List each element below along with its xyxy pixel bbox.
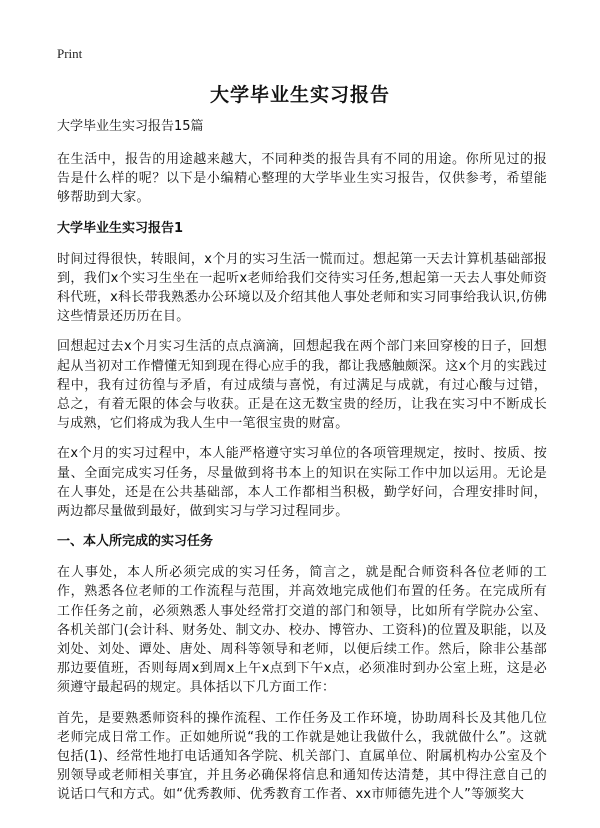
section-heading-tasks: 一、本人所完成的实习任务 [57,534,214,550]
document-title: 大学毕业生实习报告 [209,84,390,106]
paragraph-2: 回想起过去x个月实习生活的点点滴滴，回想起我在两个部门来回穿梭的日子，回想起从当初对工作懵懂无知到现在得心应手的我，都让我感触颇深。这x个月的实践过程中，我有过彷徨与矛盾，有过成绩与喜悦，有过满足与成就，有过心酸与过错，总之，有着无限的体会与收获。正是在这无数宝贵的经历，让我在实习中不断成长与成熟，它们将成为我人生中一笔很宝贵的财富。 [57,339,547,432]
document-body [57,118,547,816]
intro-paragraph: 在生活中，报告的用途越来越大，不同种类的报告具有不同的用途。你所见过的报告是什么样的呢？以下是小编精心整理的大学毕业生实习报告，仅供参考，希望能够帮助到大家。 [57,152,547,206]
paragraph-4: 在人事处，本人所必须完成的实习任务，简言之，就是配合师资科各位老师的工作，熟悉各位老师的工作流程与范围，并高效地完成他们布置的任务。在完成所有工作任务之前，必须熟悉人事处经常打交道的部门和领导，比如所有学院办公室、各机关部门(会计科、财务处、制文办、校办、博管办、工资科)的位置及职能，以及刘处、刘处、谭处、唐处、周科等领导和老师，以便后续工作。然后，除非公基部那边要值班，否则每周x到周x上午x点到下午x点，必须准时到办公室上班，这是必须遵守最起码的规定。具体括以下几方面工作： [57,565,547,696]
paragraph-1: 时间过得很快，转眼间，x个月的实习生活一慌而过。想起第一天去计算机基础部报到，我们x个实习生坐在一起听x老师给我们交待实习任务,想起第一天去人事处师资科代班，x科长带我熟悉办公环境以及介绍其他人事处老师和实习同事给我认识,仿佛这些情景还历历在目。 [57,251,547,325]
section-heading-report-1: 大学毕业生实习报告1 [57,220,184,236]
document-subtitle: 大学毕业生实习报告15篇 [57,119,204,134]
paragraph-5: 首先，是要熟悉师资科的操作流程、工作任务及工作环境，协助周科长及其他几位老师完成日常工作。正如她所说“我的工作就是她让我做什么，我就做什么”。这就包括(1)、经常性地打电话通知各学院、机关部门、直属单位、附属机构办公室及个别领导或老师相关事宜，并且务必确保将信息和通知传达清楚，其中得注意自己的说话口气和方式。如“优秀教师、优秀教育工作者、xx市师德先进个人”等颁奖大 [57,710,547,803]
print-link[interactable]: Print [57,46,83,61]
paragraph-3: 在x个月的实习过程中，本人能严格遵守实习单位的各项管理规定，按时、按质、按量、全面完成实习任务，尽量做到将书本上的知识在实际工作中加以运用。无论是在人事处，还是在公共基础部，本人工作都相当积极，勤学好问，合理安排时间，两边都尽量做到最好，做到实习与学习过程同步。 [57,446,547,520]
